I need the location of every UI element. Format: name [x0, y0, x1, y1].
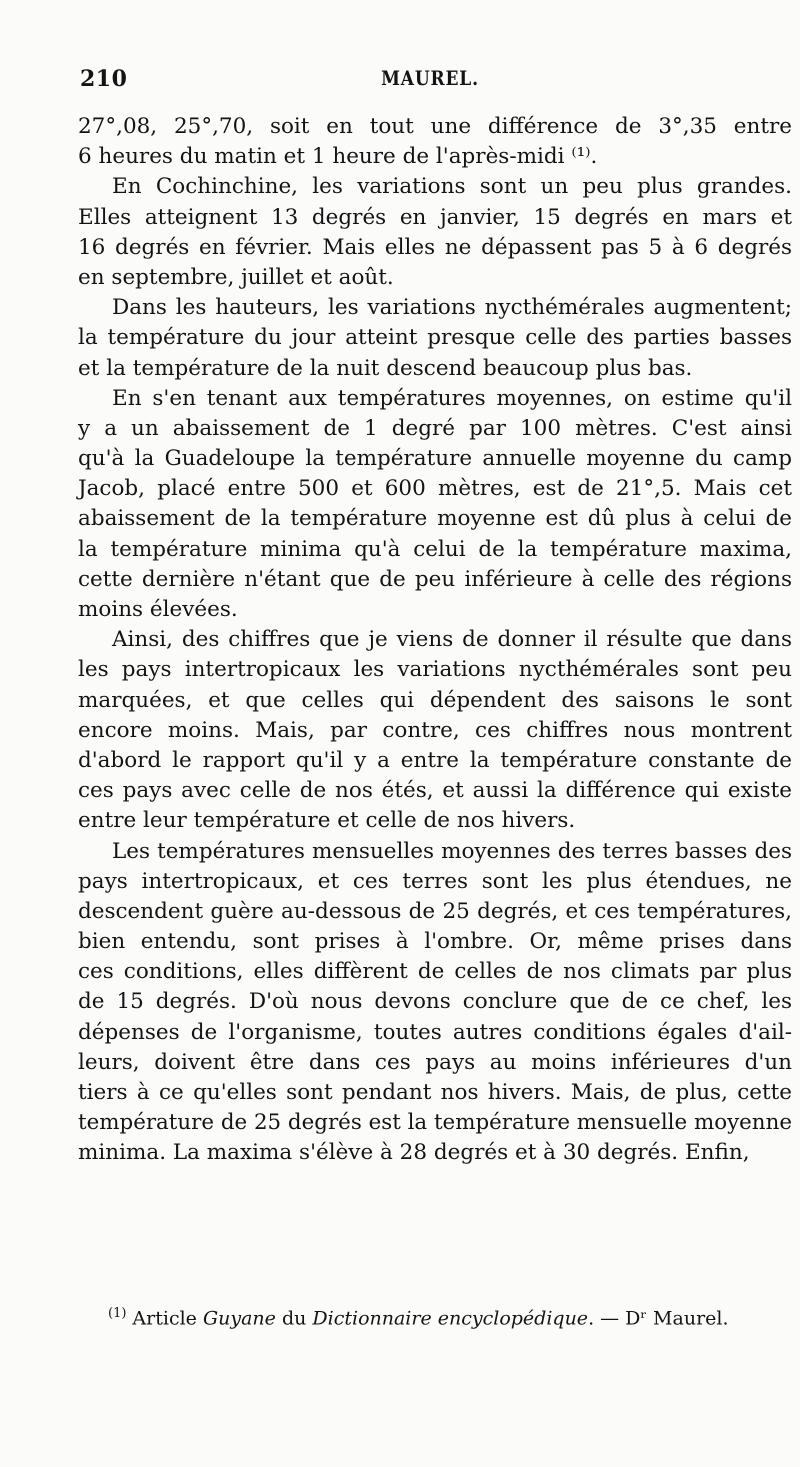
text-line: 27°,08, 25°,70, soit en tout une différence de 3°,35 entre: [78, 114, 792, 139]
text-line: pays intertropicaux, et ces terres sont les plus étendues, ne: [78, 868, 792, 894]
text-line: et la température de la nuit descend beaucoup plus bas.: [78, 355, 693, 381]
footnote-text: du: [275, 1307, 313, 1330]
footnote-mark: (1): [108, 1306, 127, 1321]
text-line: 16 degrés en février. Mais elles ne dépassent pas 5 à 6 degrés: [78, 234, 792, 260]
text-line: En Cochinchine, les variations sont un peu plus grandes.: [112, 174, 792, 200]
text-line: qu'à la Guadeloupe la température annuelle moyenne du camp: [78, 446, 792, 472]
text-line: la température du jour atteint presque celle des parties basses: [78, 325, 792, 351]
text-line: moins élevées.: [78, 597, 238, 622]
text-line: entre leur température et celle de nos hivers.: [78, 808, 576, 834]
body-text: [78, 112, 792, 1169]
page-number: 210: [80, 66, 128, 92]
text-line: la température minima qu'à celui de la température maxima,: [78, 536, 792, 562]
text-line: d'abord le rapport qu'il y a entre la température constante de: [78, 747, 792, 773]
text-line: en septembre, juillet et août.: [78, 264, 394, 290]
running-head: MAUREL.: [381, 66, 479, 90]
text-line: Ainsi, des chiffres que je viens de donner il résulte que dans: [112, 627, 792, 653]
footnote: [108, 1301, 778, 1331]
paragraph: [78, 837, 792, 1169]
footnote-text: Article: [132, 1307, 203, 1330]
text-line: marquées, et que celles qui dépendent des saisons le sont: [78, 687, 792, 713]
text-line: descendent guère au-dessous de 25 degrés, et ces températures,: [78, 898, 792, 924]
paragraph: [78, 625, 792, 836]
footnote-author: . — Dʳ Maurel.: [588, 1307, 729, 1330]
text-line: de 15 degrés. D'où nous devons conclure que de ce chef, les: [78, 989, 792, 1015]
text-line: leurs, doivent être dans ces pays au moins inférieures d'un: [78, 1049, 792, 1075]
paragraph: [78, 172, 792, 293]
paragraph: [78, 293, 792, 384]
text-line: Elles atteignent 13 degrés en janvier, 15 degrés en mars et: [78, 204, 792, 230]
text-line: les pays intertropicaux les variations nycthémérales sont peu: [78, 657, 792, 683]
text-line: En s'en tenant aux températures moyennes, on estime qu'il: [112, 385, 792, 411]
text-line: minima. La maxima s'élève à 28 degrés et à 30 degrés. Enfin,: [78, 1140, 750, 1166]
footnote-dictionary-title: Dictionnaire encyclopédique: [312, 1307, 589, 1330]
text-line: y a un abaissement de 1 degré par 100 mètres. C'est ainsi: [78, 415, 792, 441]
text-line: température de 25 degrés est la température mensuelle moyenne: [78, 1110, 792, 1136]
text-line: tiers à ce qu'elles sont pendant nos hivers. Mais, de plus, cette: [78, 1080, 792, 1105]
text-line: 6 heures du matin et 1 heure de l'après-midi ⁽¹⁾.: [78, 144, 598, 170]
text-line: dépenses de l'organisme, toutes autres conditions égales d'ail-: [78, 1019, 792, 1045]
text-line: ces pays avec celle de nos étés, et aussi la différence qui existe: [78, 778, 792, 804]
text-line: Dans les hauteurs, les variations nycthémérales augmentent;: [112, 295, 792, 321]
text-line: ces conditions, elles diffèrent de celles de nos climats par plus: [78, 959, 792, 985]
text-line: Les températures mensuelles moyennes des terres basses des: [112, 838, 792, 864]
text-line: Jacob, placé entre 500 et 600 mètres, est de 21°,5. Mais cet: [78, 476, 792, 502]
paragraph: [78, 384, 792, 626]
page-header: [80, 66, 780, 96]
text-line: bien entendu, sont prises à l'ombre. Or, même prises dans: [78, 929, 792, 955]
footnote-article-title: Guyane: [202, 1307, 276, 1330]
text-line: abaissement de la température moyenne est dû plus à celui de: [78, 506, 792, 532]
text-line: cette dernière n'étant que de peu inférieure à celle des régions: [78, 566, 792, 592]
paragraph: [78, 112, 792, 172]
text-line: encore moins. Mais, par contre, ces chiffres nous montrent: [78, 717, 792, 743]
